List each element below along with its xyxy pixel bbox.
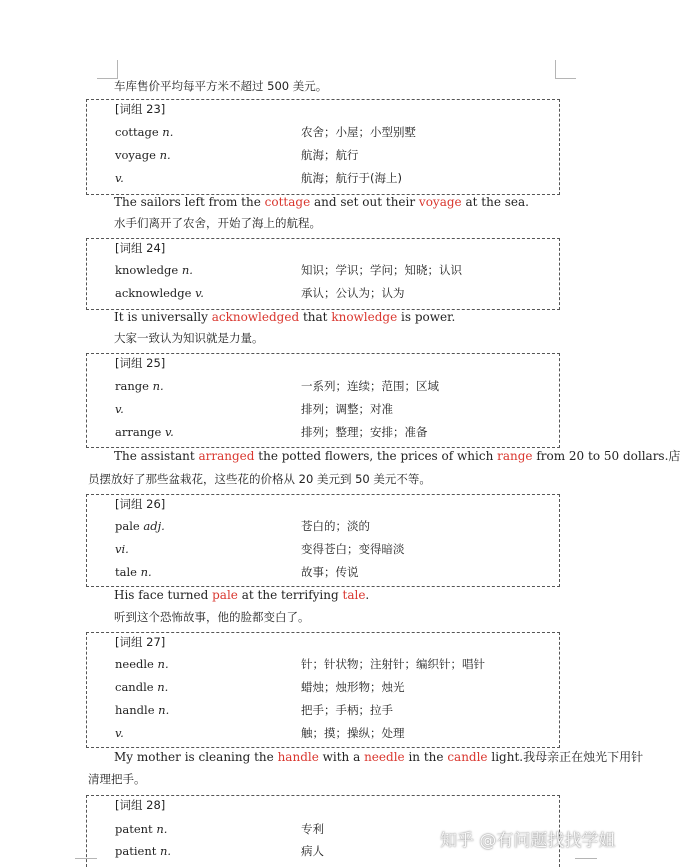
vocab-row: [115, 401, 559, 417]
vocab-row: [115, 424, 559, 440]
vocab-word: candle n.: [115, 680, 169, 694]
translation: 大家一致认为知识就是力量。: [114, 331, 264, 345]
group-header: [词组 24]: [115, 241, 166, 255]
crop-mark-top-left: [97, 60, 118, 79]
example-sentence: It is universally acknowledged that knowledge is power.: [114, 310, 456, 324]
highlighted-word: acknowledged: [211, 310, 300, 324]
vocab-row: [115, 124, 559, 140]
highlighted-word: needle: [364, 750, 405, 764]
example-sentence: The assistant arranged the potted flowers, the prices of which range from 20 to 50 dollars.店: [114, 449, 680, 463]
translation: 听到这个恐怖故事，他的脸都变白了。: [114, 610, 310, 624]
highlighted-word: voyage: [418, 195, 462, 209]
translation: 清理把手。: [88, 772, 146, 786]
highlighted-word: range: [497, 449, 533, 463]
vocab-word: handle n.: [115, 703, 170, 717]
group-header: [词组 25]: [115, 356, 166, 370]
vocab-row: [115, 656, 559, 672]
highlighted-word: candle: [447, 750, 488, 764]
vocab-word: vi.: [115, 542, 129, 556]
vocab-meaning: 航海；航行于(海上): [301, 171, 402, 185]
vocab-meaning: 知识；学识；学问；知晓；认识: [301, 263, 462, 277]
crop-mark-bottom-right: [575, 858, 597, 868]
vocab-word: range n.: [115, 379, 164, 393]
group-header: [词组 26]: [115, 497, 166, 511]
vocab-row: [115, 285, 559, 301]
vocab-word: needle n.: [115, 657, 169, 671]
vocab-row: [115, 518, 559, 534]
highlighted-word: cottage: [264, 195, 311, 209]
vocab-word: acknowledge v.: [115, 286, 204, 300]
vocab-box-23: [86, 99, 560, 195]
vocab-word: cottage n.: [115, 125, 174, 139]
vocab-meaning: 针；针状物；注射针；编织针；唱针: [301, 657, 485, 671]
vocab-word: patent n.: [115, 822, 168, 836]
vocab-meaning: 蜡烛；烛形物；烛光: [301, 680, 405, 694]
vocab-meaning: 苍白的；淡的: [301, 519, 370, 533]
example-sentence: The sailors left from the cottage and set out their voyage at the sea.: [114, 195, 529, 209]
vocab-word: patient n.: [115, 844, 172, 858]
vocab-word: knowledge n.: [115, 263, 193, 277]
vocab-meaning: 农舍；小屋；小型别墅: [301, 125, 416, 139]
highlighted-word: pale: [212, 588, 238, 602]
translation: 员摆放好了那些盆栽花，这些花的价格从 20 美元到 50 美元不等。: [88, 472, 431, 486]
vocab-word: tale n.: [115, 565, 152, 579]
vocab-meaning: 承认；公认为；认为: [301, 286, 405, 300]
vocab-box-27: [86, 632, 560, 748]
highlighted-word: handle: [277, 750, 319, 764]
crop-mark-top-right: [555, 60, 576, 79]
example-sentence: My mother is cleaning the handle with a needle in the candle light.我母亲正在烛光下用针: [114, 750, 644, 764]
vocab-row: [115, 564, 559, 580]
vocab-box-26: [86, 494, 560, 587]
example-sentence: His face turned pale at the terrifying tale.: [114, 588, 370, 602]
vocab-row: [115, 170, 559, 186]
vocab-word: v.: [115, 402, 124, 416]
vocab-meaning: 专利: [301, 822, 324, 836]
vocab-meaning: 变得苍白；变得暗淡: [301, 542, 405, 556]
vocab-row: [115, 679, 559, 695]
vocab-meaning: 故事；传说: [301, 565, 359, 579]
highlighted-word: arranged: [198, 449, 255, 463]
vocab-meaning: 一系列；连续；范围；区域: [301, 379, 439, 393]
vocab-row: [115, 147, 559, 163]
vocab-word: v.: [115, 726, 124, 740]
vocab-row: [115, 378, 559, 394]
group-header: [词组 27]: [115, 635, 166, 649]
vocab-meaning: 把手；手柄；拉手: [301, 703, 393, 717]
vocab-meaning: 病人: [301, 844, 324, 858]
vocab-meaning: 航海；航行: [301, 148, 359, 162]
vocab-row: [115, 262, 559, 278]
vocab-meaning: 排列；调整；对准: [301, 402, 393, 416]
vocab-row: [115, 725, 559, 741]
highlighted-word: knowledge: [331, 310, 398, 324]
group-header: [词组 23]: [115, 102, 166, 116]
vocab-word: pale adj.: [115, 519, 165, 533]
vocab-meaning: 触；摸；操纵；处理: [301, 726, 405, 740]
highlighted-word: tale: [342, 588, 366, 602]
vocab-word: arrange v.: [115, 425, 174, 439]
vocab-word: voyage n.: [115, 148, 171, 162]
top-line: 车库售价平均每平方米不超过 500 美元。: [114, 79, 328, 93]
vocab-box-25: [86, 353, 560, 448]
watermark: 知乎 @有问题找找学姐: [440, 831, 616, 851]
vocab-row: [115, 702, 559, 718]
vocab-row: [115, 541, 559, 557]
vocab-word: v.: [115, 171, 124, 185]
translation: 水手们离开了农舍，开始了海上的航程。: [114, 216, 321, 230]
vocab-meaning: 排列；整理；安排；准备: [301, 425, 428, 439]
vocab-box-24: [86, 238, 560, 310]
group-header: [词组 28]: [115, 798, 166, 812]
